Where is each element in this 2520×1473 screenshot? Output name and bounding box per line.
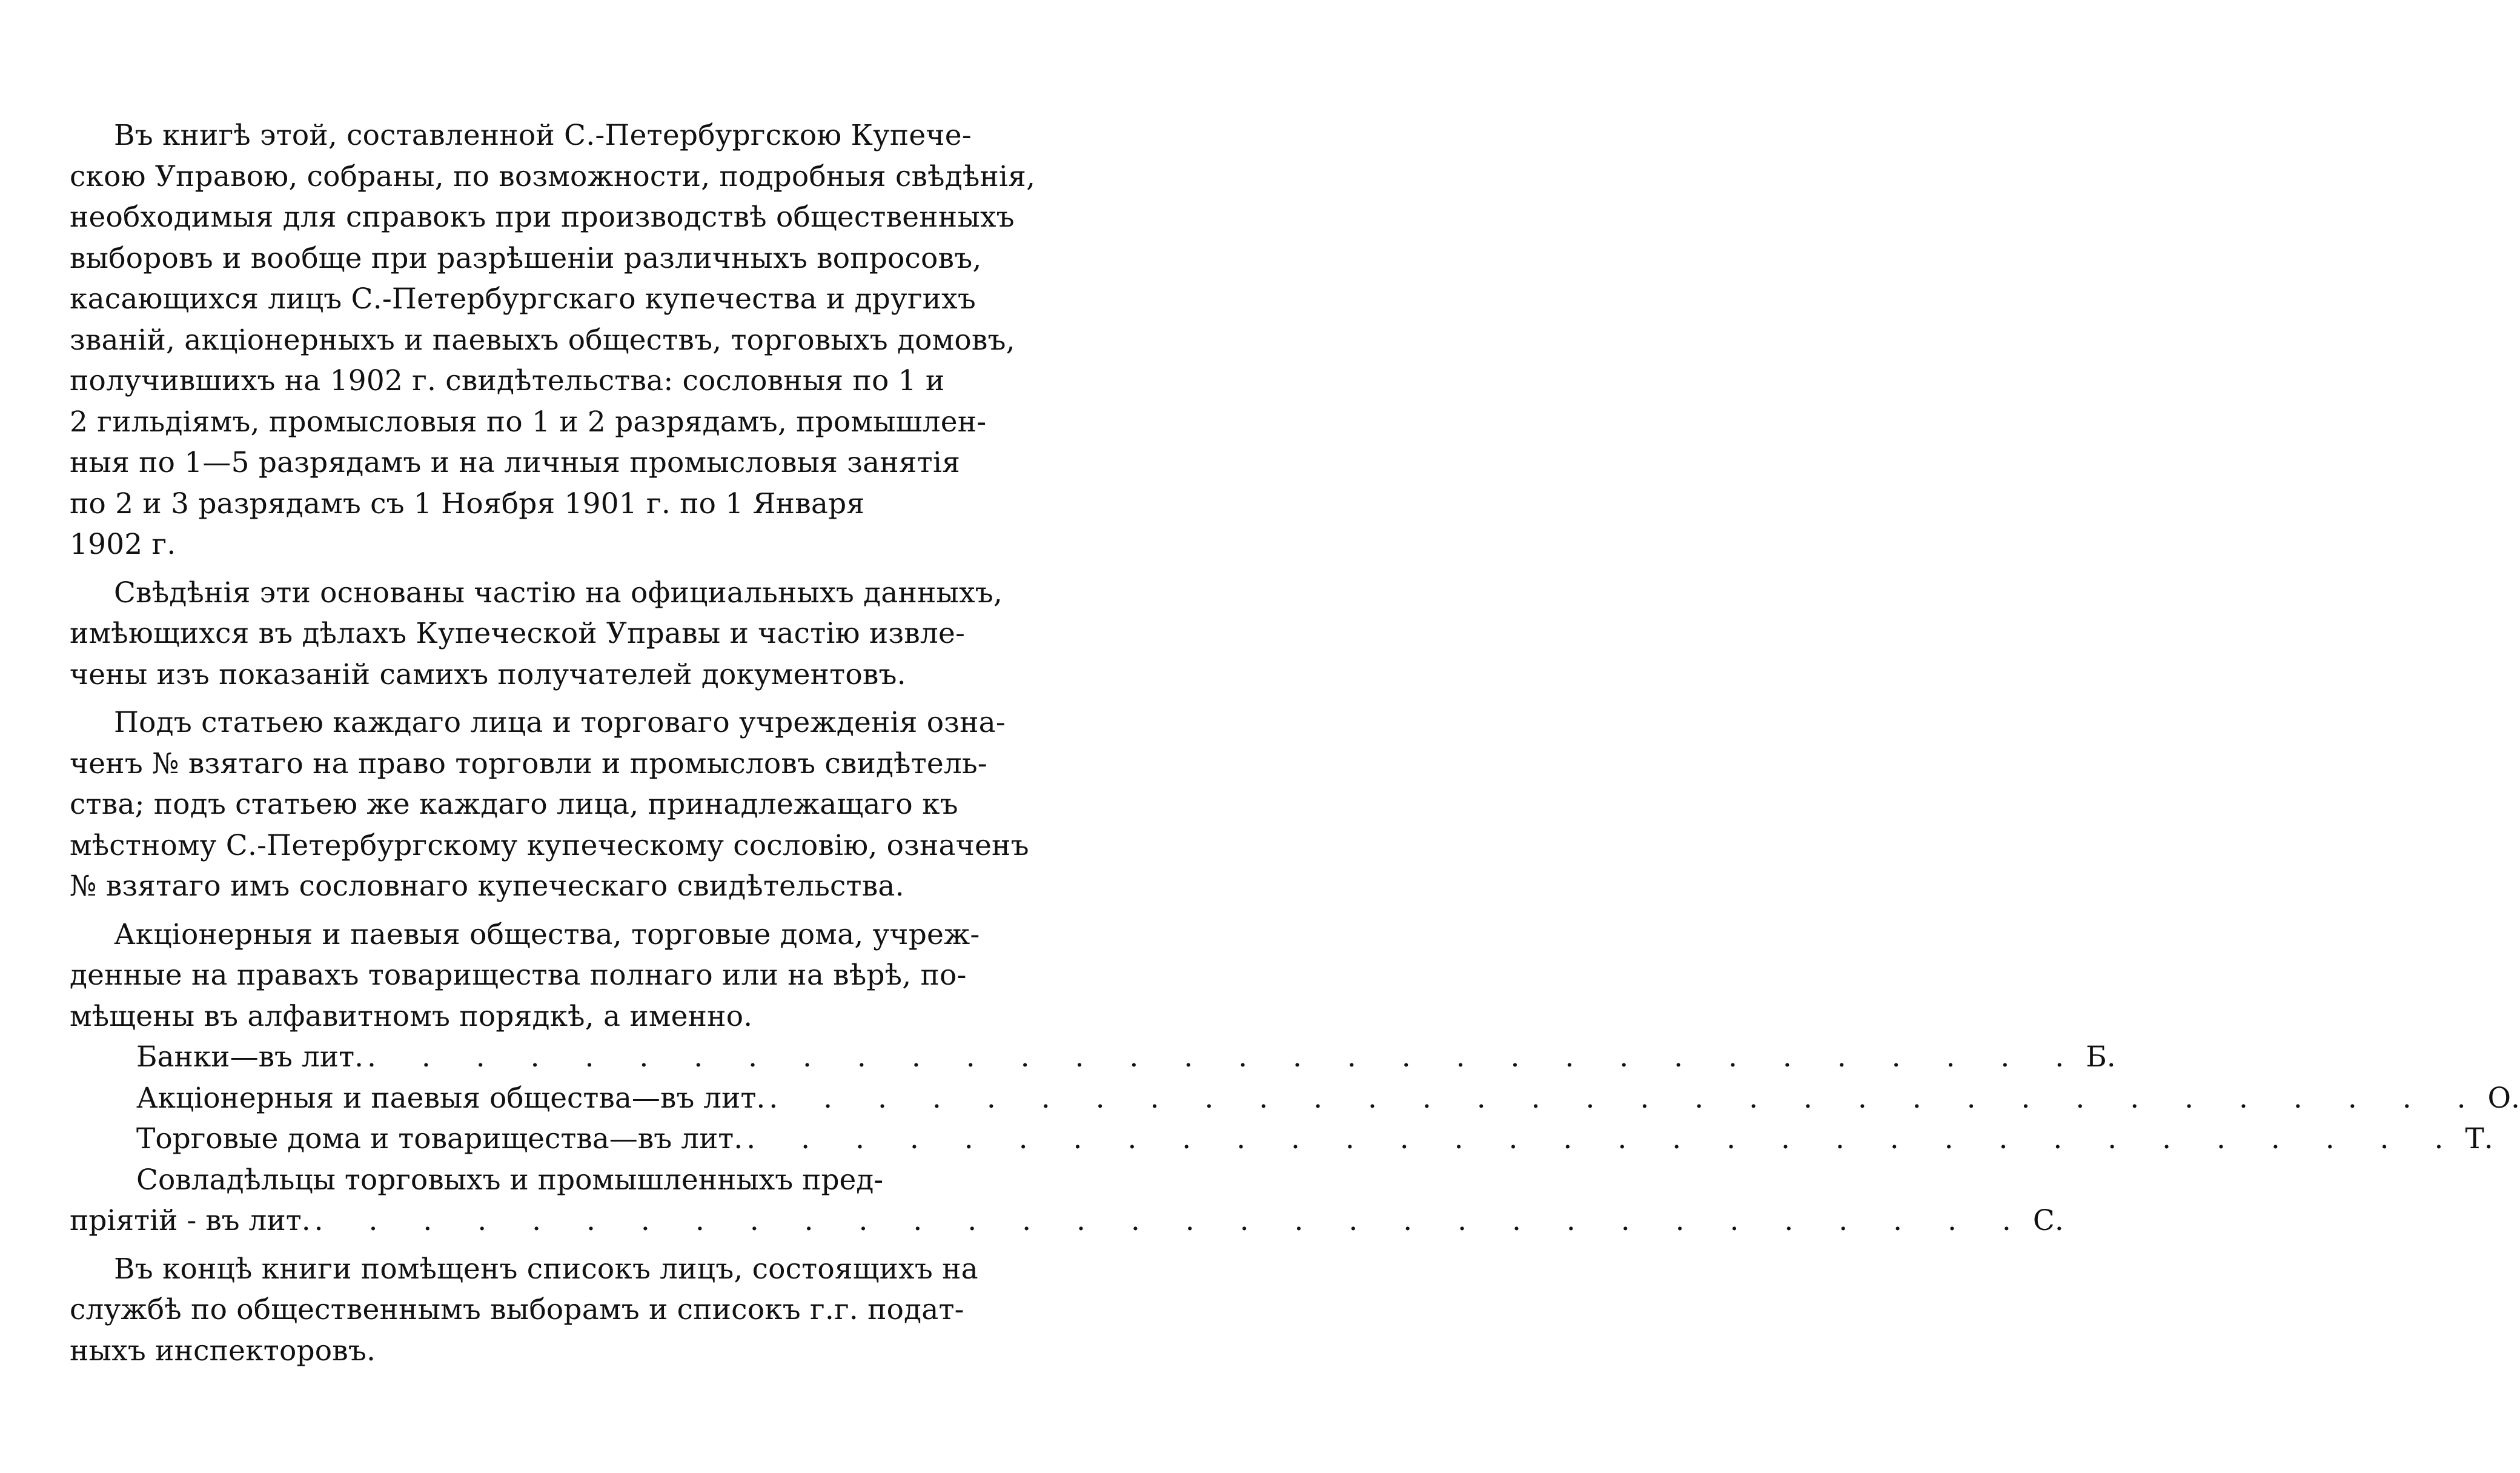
- text-line: мѣстному С.-Петербургскому купеческому сословію, означенъ: [70, 828, 1029, 862]
- text-line: ства; подъ статьею же каждаго лица, принадлежащаго къ: [70, 788, 958, 821]
- text-line: ныхъ инспекторовъ.: [70, 1334, 376, 1368]
- index-leader-dots: [743, 1119, 2465, 1160]
- index-entry-label: Торговые дома и товарищества—въ лит.: [136, 1122, 743, 1155]
- index-leader-dots: [311, 1200, 2033, 1242]
- index-entry-label: пріятій - въ лит.: [70, 1204, 311, 1237]
- page-text: [70, 115, 2520, 1371]
- text-line: скою Управою, собраны, по возможности, подробныя свѣдѣнія,: [70, 159, 1036, 193]
- text-line: № взятаго имъ сословнаго купеческаго свидѣтельства.: [70, 870, 904, 903]
- text-line: чены изъ показаній самихъ получателей документовъ.: [70, 657, 906, 691]
- text-line: ченъ № взятаго на право торговли и промысловъ свидѣтель-: [70, 746, 987, 780]
- index-leader-dots: [363, 1037, 2086, 1078]
- text-line: 1902 г.: [70, 528, 176, 561]
- index-entry-banks: [70, 1037, 2116, 1078]
- index-entry-trading-houses: [70, 1119, 2493, 1160]
- text-line: званій, акціонерныхъ и паевыхъ обществъ, торговыхъ домовъ,: [70, 323, 1015, 357]
- text-line: Свѣдѣнія эти основаны частію на официальныхъ данныхъ,: [114, 576, 1003, 610]
- index-entry-letter: Т.: [2465, 1122, 2493, 1155]
- paragraph-companies: [70, 914, 980, 1037]
- text-line: необходимыя для справокъ при производствѣ общественныхъ: [70, 201, 1015, 234]
- text-line: Въ концѣ книги помѣщенъ списокъ лицъ, состоящихъ на: [114, 1252, 978, 1286]
- paragraph-sources: [70, 573, 1003, 696]
- text-line: ныя по 1—5 разрядамъ и на личныя промысловыя занятія: [70, 446, 960, 479]
- index-list: [70, 1037, 2520, 1242]
- text-line: выборовъ и вообще при разрѣшеніи различныхъ вопросовъ,: [70, 241, 982, 275]
- text-line: имѣющихся въ дѣлахъ Купеческой Управы и частію извле-: [70, 617, 966, 650]
- index-entry-coowners-line1: Совладѣльцы торговыхъ и промышленныхъ пред-: [136, 1163, 884, 1197]
- text-line: службѣ по общественнымъ выборамъ и списокъ г.г. подат-: [70, 1293, 964, 1326]
- paragraph-certificates: [70, 702, 1029, 907]
- index-entry-coowners: [70, 1200, 2064, 1242]
- text-line: мѣщены въ алфавитномъ порядкѣ, а именно.: [70, 999, 753, 1033]
- index-entry-societies: [70, 1078, 2520, 1119]
- text-line: денные на правахъ товарищества полнаго или на вѣрѣ, по-: [70, 959, 967, 992]
- paragraph-closing: [70, 1249, 978, 1372]
- index-entry-label: Акціонерныя и паевыя общества—въ лит.: [136, 1081, 766, 1115]
- text-line: касающихся лицъ С.-Петербургскаго купечества и другихъ: [70, 282, 976, 316]
- text-line: по 2 и 3 разрядамъ съ 1 Ноября 1901 г. по 1 Января: [70, 487, 865, 520]
- index-entry-label: Банки—въ лит.: [136, 1040, 364, 1074]
- text-line: Въ книгѣ этой, составленной С.-Петербургскою Купече-: [114, 119, 972, 152]
- paragraph-intro: [70, 115, 1036, 565]
- index-entry-letter: С.: [2032, 1204, 2064, 1237]
- text-line: Акціонерныя и паевыя общества, торговые дома, учреж-: [114, 917, 980, 951]
- index-entry-letter: Б.: [2086, 1040, 2116, 1074]
- text-line: 2 гильдіямъ, промысловыя по 1 и 2 разрядамъ, промышлен-: [70, 405, 987, 439]
- text-line: Подъ статьею каждаго лица и торговаго учрежденія озна-: [114, 706, 1006, 739]
- text-line: получившихъ на 1902 г. свидѣтельства: сословныя по 1 и: [70, 364, 945, 397]
- index-entry-letter: О.: [2487, 1081, 2520, 1115]
- index-leader-dots: [765, 1078, 2487, 1119]
